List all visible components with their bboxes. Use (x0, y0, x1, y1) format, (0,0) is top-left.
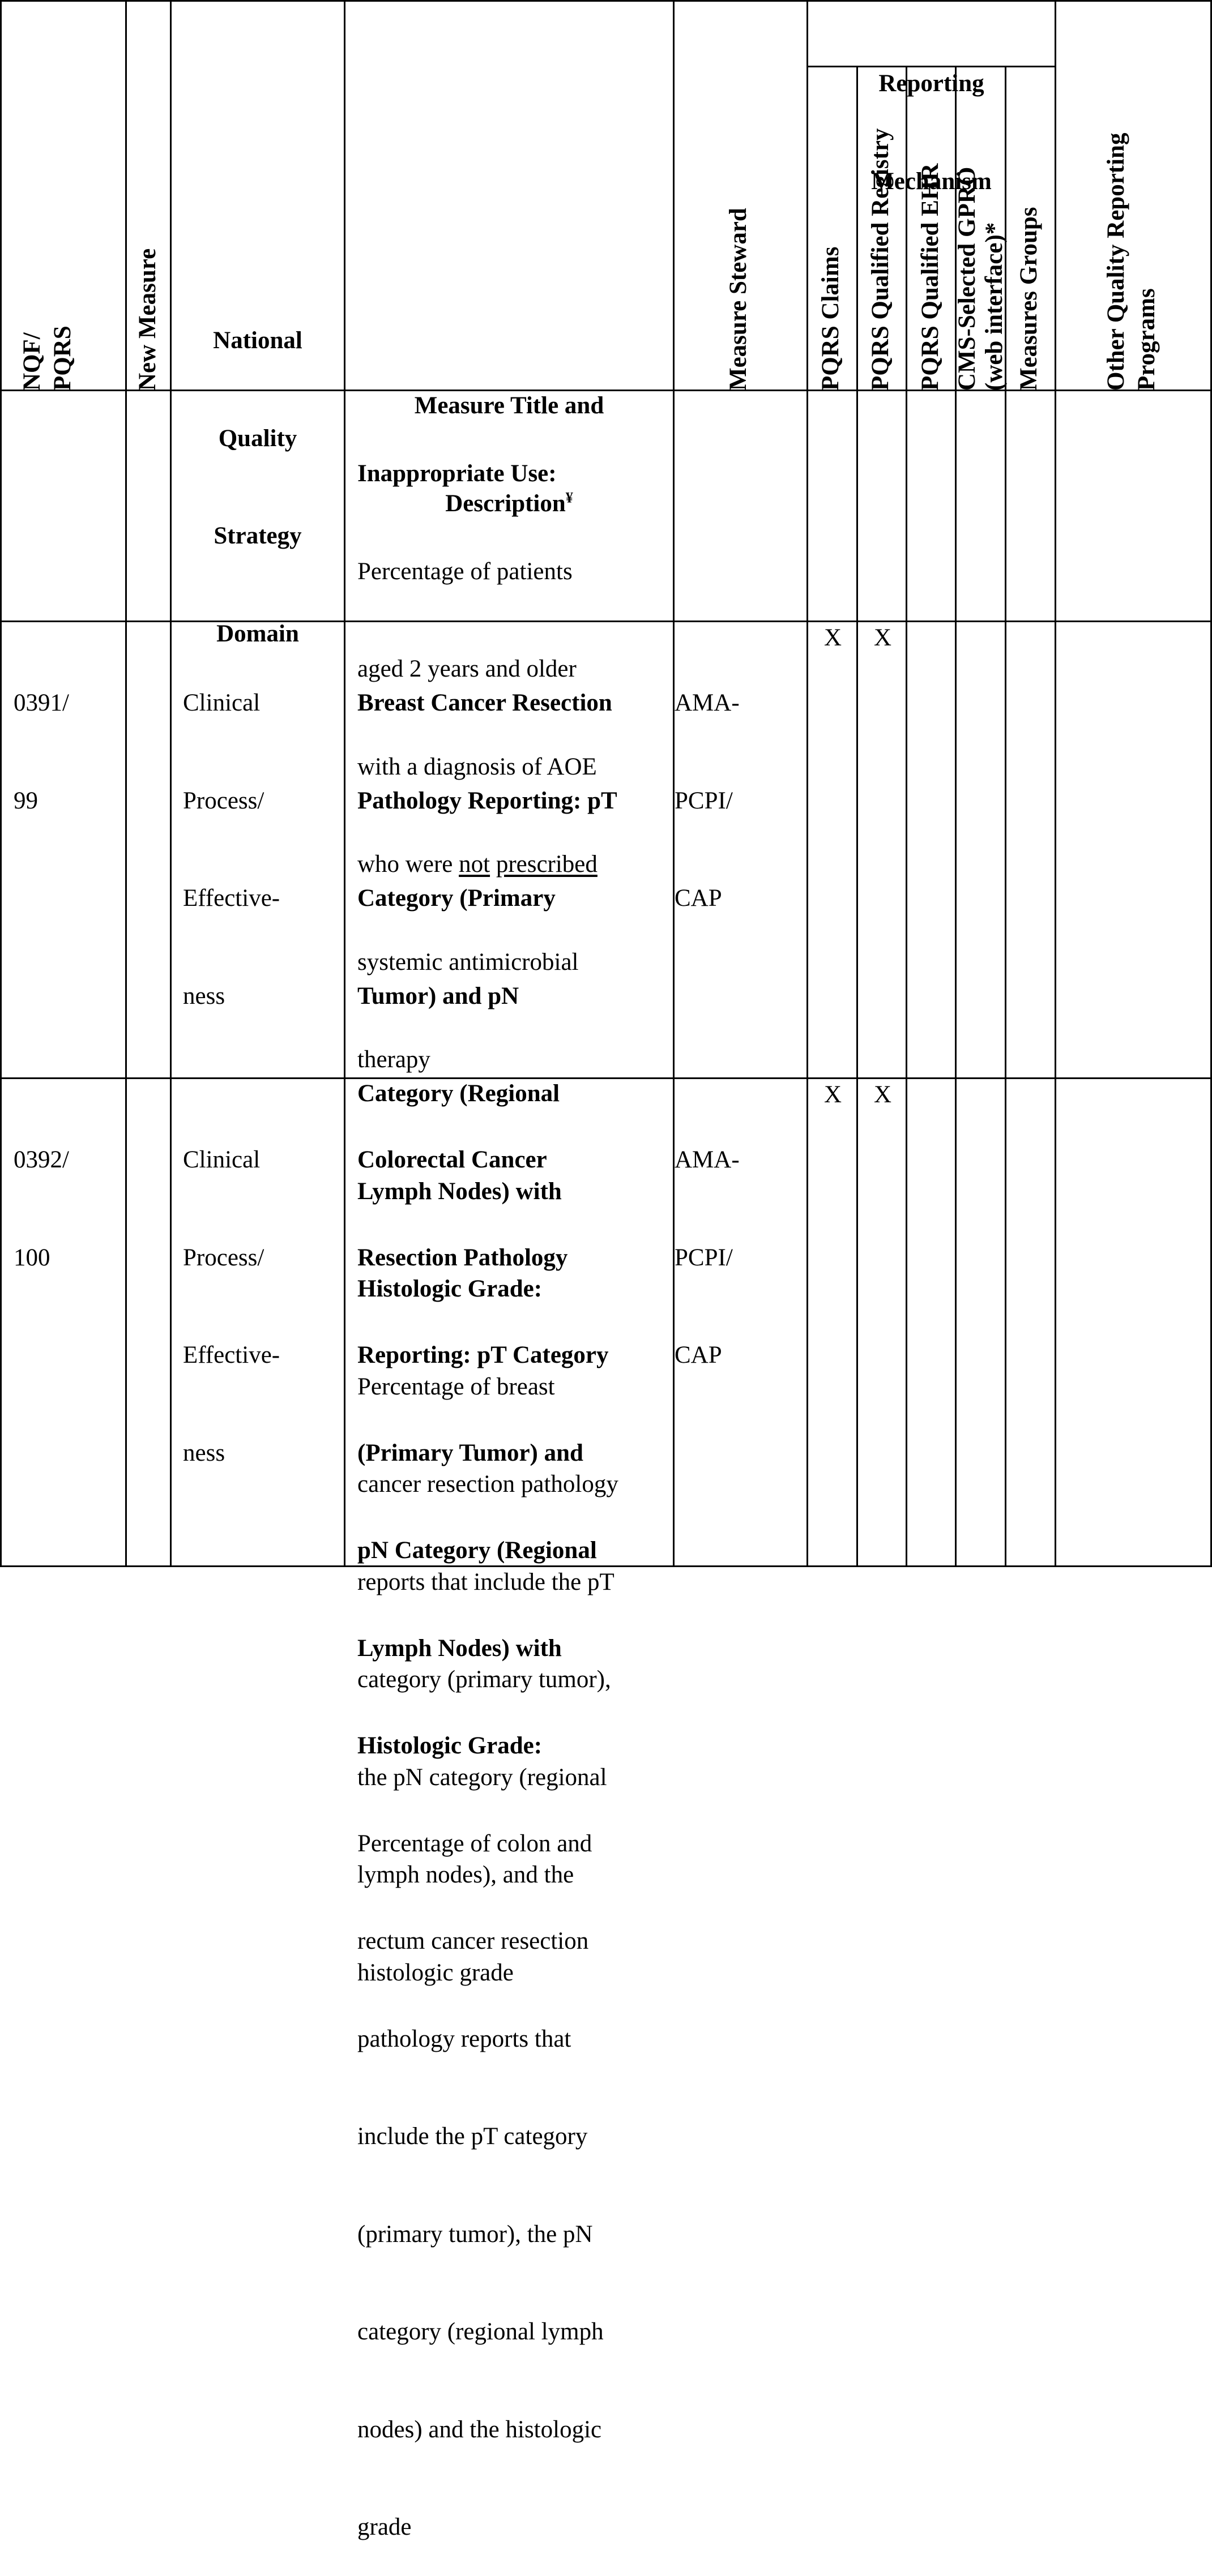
row-1-claims-mark: X (823, 624, 842, 651)
description-line: aged 2 years and older (357, 656, 577, 682)
header-reporting-line2: Mechanism (871, 168, 992, 195)
column-divider (125, 0, 127, 1567)
description-bold-label: Inappropriate Use: (357, 460, 557, 487)
description-line: systemic antimicrobial (357, 948, 579, 975)
header-pqrs-ehr: PQRS Qualified EHR (917, 163, 944, 391)
header-domain-line1: National (213, 327, 302, 354)
header-title-line2: Description¥ (445, 489, 573, 517)
row-1-nqf: 0391/ 99 (14, 690, 69, 814)
underlined-not: not (459, 851, 490, 878)
header-measures-groups: Measures Groups (1015, 207, 1042, 391)
row-1-steward: AMA- PCPI/ CAP (675, 690, 740, 912)
row-1-registry-mark: X (873, 624, 892, 651)
description-line: Percentage of patients (357, 558, 573, 585)
description-line: with a diagnosis of AOE (357, 753, 597, 780)
row-2-claims-mark: X (823, 1081, 842, 1108)
header-domain-line2: Quality (218, 425, 297, 452)
row-2-title-description: Colorectal Cancer Resection Pathology Reporting: pT Category (Primary Tumor) and pN Category (Regional Lymph Nodes) with Histologic Grade: Percentage of colon and rectum cancer resection pathology reports that include the pT category (primary tumor), the pN category (regional lymph nodes) and the histologic grade (357, 1146, 609, 2540)
row-1-title-description: Breast Cancer Resection Pathology Reporting: pT Category (Primary Tumor) and pN Category (Regional Lymph Nodes) with Histologic Grade: Percentage of breast cancer resection pathology reports that include the pT category (primary tumor), the pN category (regional lymph nodes), and the histologic grade (357, 690, 618, 1986)
header-domain-line4: Domain (216, 620, 299, 647)
column-divider (170, 0, 172, 1567)
header-measure-steward: Measure Steward (725, 208, 752, 391)
header-cms-gpro (954, 167, 1008, 391)
header-other-line1: Other Quality Reporting (1103, 132, 1129, 391)
header-domain (172, 259, 344, 683)
header-reporting-line1: Reporting (878, 70, 984, 97)
row-1-domain: Clinical Process/ Effective- ness (183, 690, 280, 1009)
description-line: therapy (357, 1046, 430, 1073)
row-2-steward: AMA- PCPI/ CAP (675, 1146, 740, 1368)
column-divider (806, 0, 808, 1567)
table-border-top (0, 0, 1212, 2)
header-gpro-line2: (web interface)* (981, 222, 1008, 391)
header-nqf-line1: NQF/ (19, 332, 45, 391)
description-line-underlined: who were not prescribed (357, 851, 598, 878)
header-other-programs (1101, 133, 1162, 391)
table-border-left (0, 0, 2, 1567)
row-2-nqf: 0392/ 100 (14, 1146, 69, 1271)
column-divider (344, 0, 345, 1567)
column-divider (906, 67, 907, 1567)
row-2-domain: Clinical Process/ Effective- ness (183, 1146, 280, 1466)
header-title-line1: Measure Title and (414, 392, 604, 419)
header-gpro-line1: CMS-Selected GPRO (954, 166, 980, 391)
header-pqrs-registry: PQRS Qualified Registry (867, 128, 894, 391)
header-pqrs-claims: PQRS Claims (817, 246, 844, 391)
header-other-line2: Programs (1133, 288, 1160, 391)
header-new-measure: New Measure (134, 248, 161, 391)
column-divider (1055, 0, 1056, 1567)
underlined-prescribed: prescribed (496, 851, 598, 878)
header-domain-line3: Strategy (214, 523, 302, 549)
header-nqf-pqrs (17, 326, 78, 391)
row-2-registry-mark: X (873, 1081, 892, 1108)
header-title-superscript: ¥ (565, 489, 573, 506)
column-divider (856, 67, 858, 1567)
header-nqf-line2: PQRS (49, 326, 76, 391)
